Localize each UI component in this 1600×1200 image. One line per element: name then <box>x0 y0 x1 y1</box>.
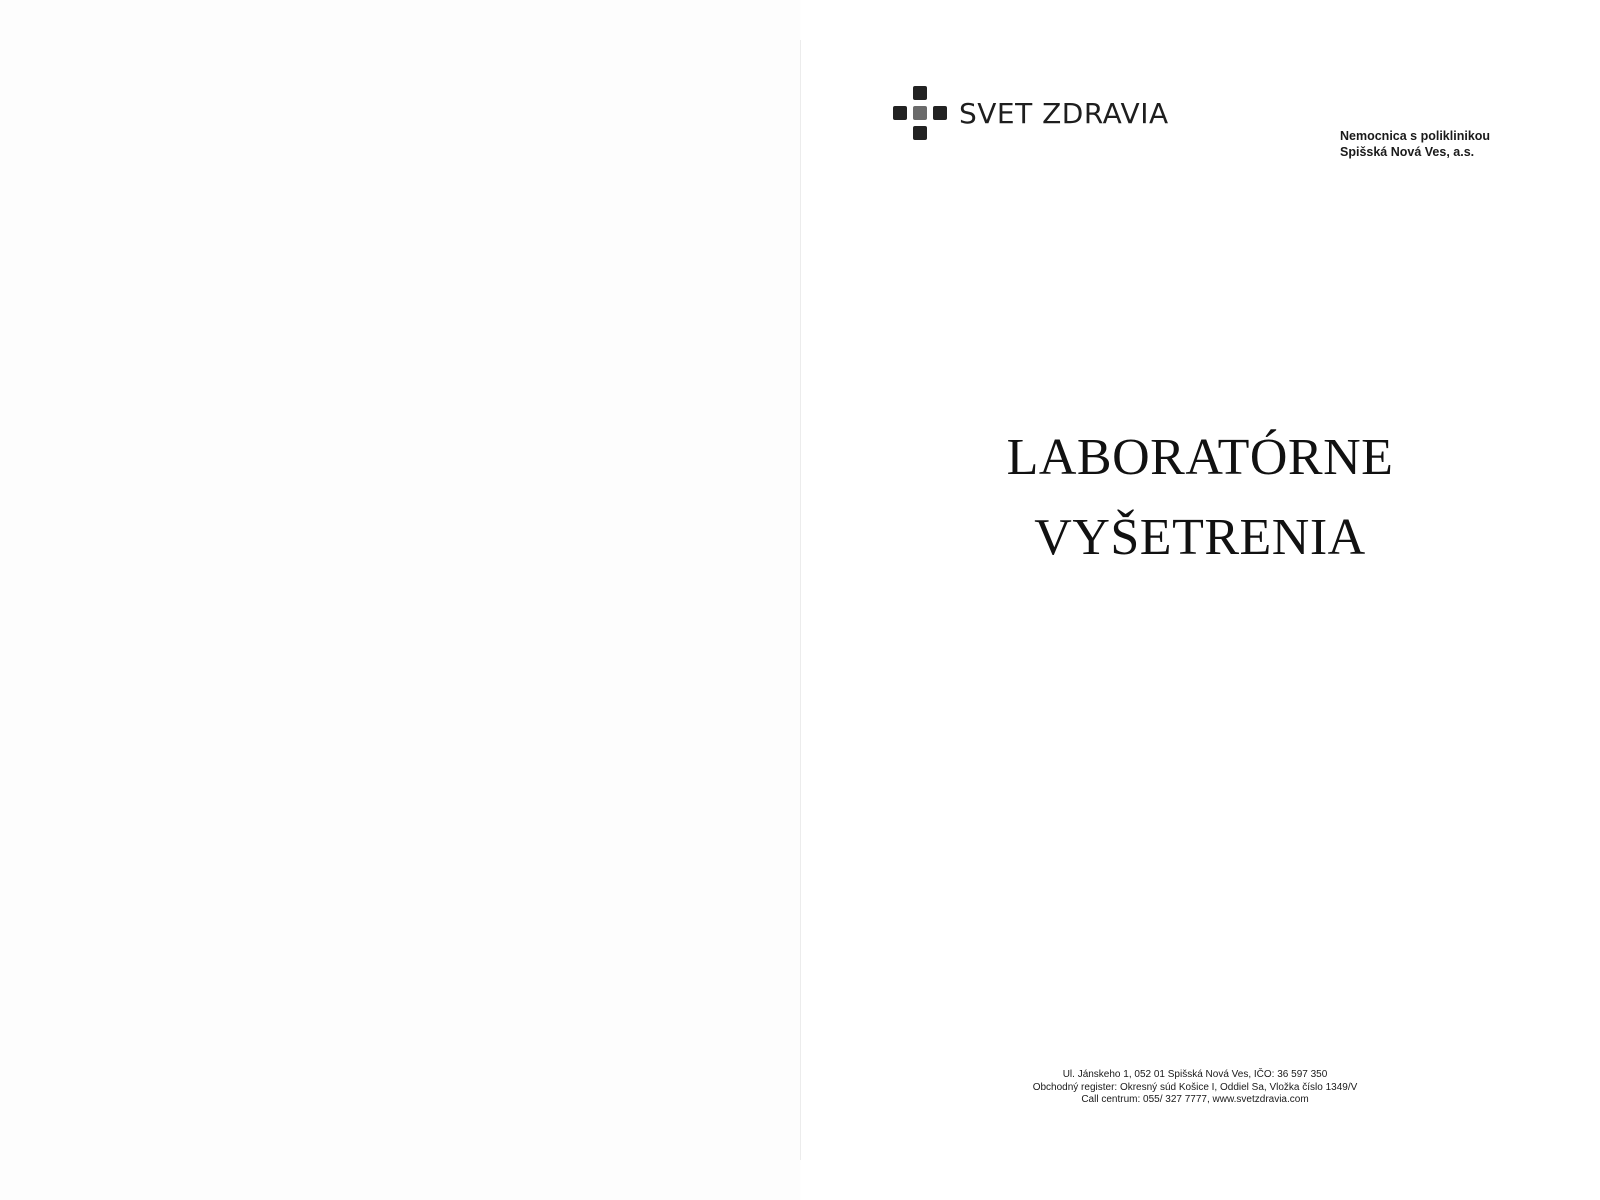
document-title <box>940 418 1460 578</box>
title-line-1: LABORATÓRNE <box>1006 429 1394 486</box>
logo-text: SVET ZDRAVIA <box>959 96 1169 130</box>
organization-line-2: Spišská Nová Ves, a.s. <box>1340 145 1475 159</box>
logo-square-center <box>913 106 927 120</box>
logo-square-bottom <box>913 126 927 140</box>
cover-page <box>801 0 1600 1200</box>
footer-call-centre: Call centrum: 055/ 327 7777, www.svetzdravia.com <box>1081 1094 1309 1105</box>
footer-register: Obchodný register: Okresný súd Košice I, Oddiel Sa, Vložka číslo 1349/V <box>1032 1081 1358 1093</box>
footer-contact <box>960 1069 1430 1107</box>
svet-zdravia-logo <box>893 86 1169 140</box>
logo-square-top <box>913 86 927 100</box>
logo-square-left <box>893 106 907 120</box>
logo-square-right <box>933 106 947 120</box>
organization-line-1: Nemocnica s poliklinikou <box>1340 129 1491 143</box>
title-line-2: VYŠETRENIA <box>1034 509 1366 566</box>
organization-name <box>1340 128 1490 160</box>
footer-address: Ul. Jánskeho 1, 052 01 Spišská Nová Ves, IČO: 36 597 350 <box>1062 1069 1328 1080</box>
cross-of-squares-icon <box>893 86 947 140</box>
